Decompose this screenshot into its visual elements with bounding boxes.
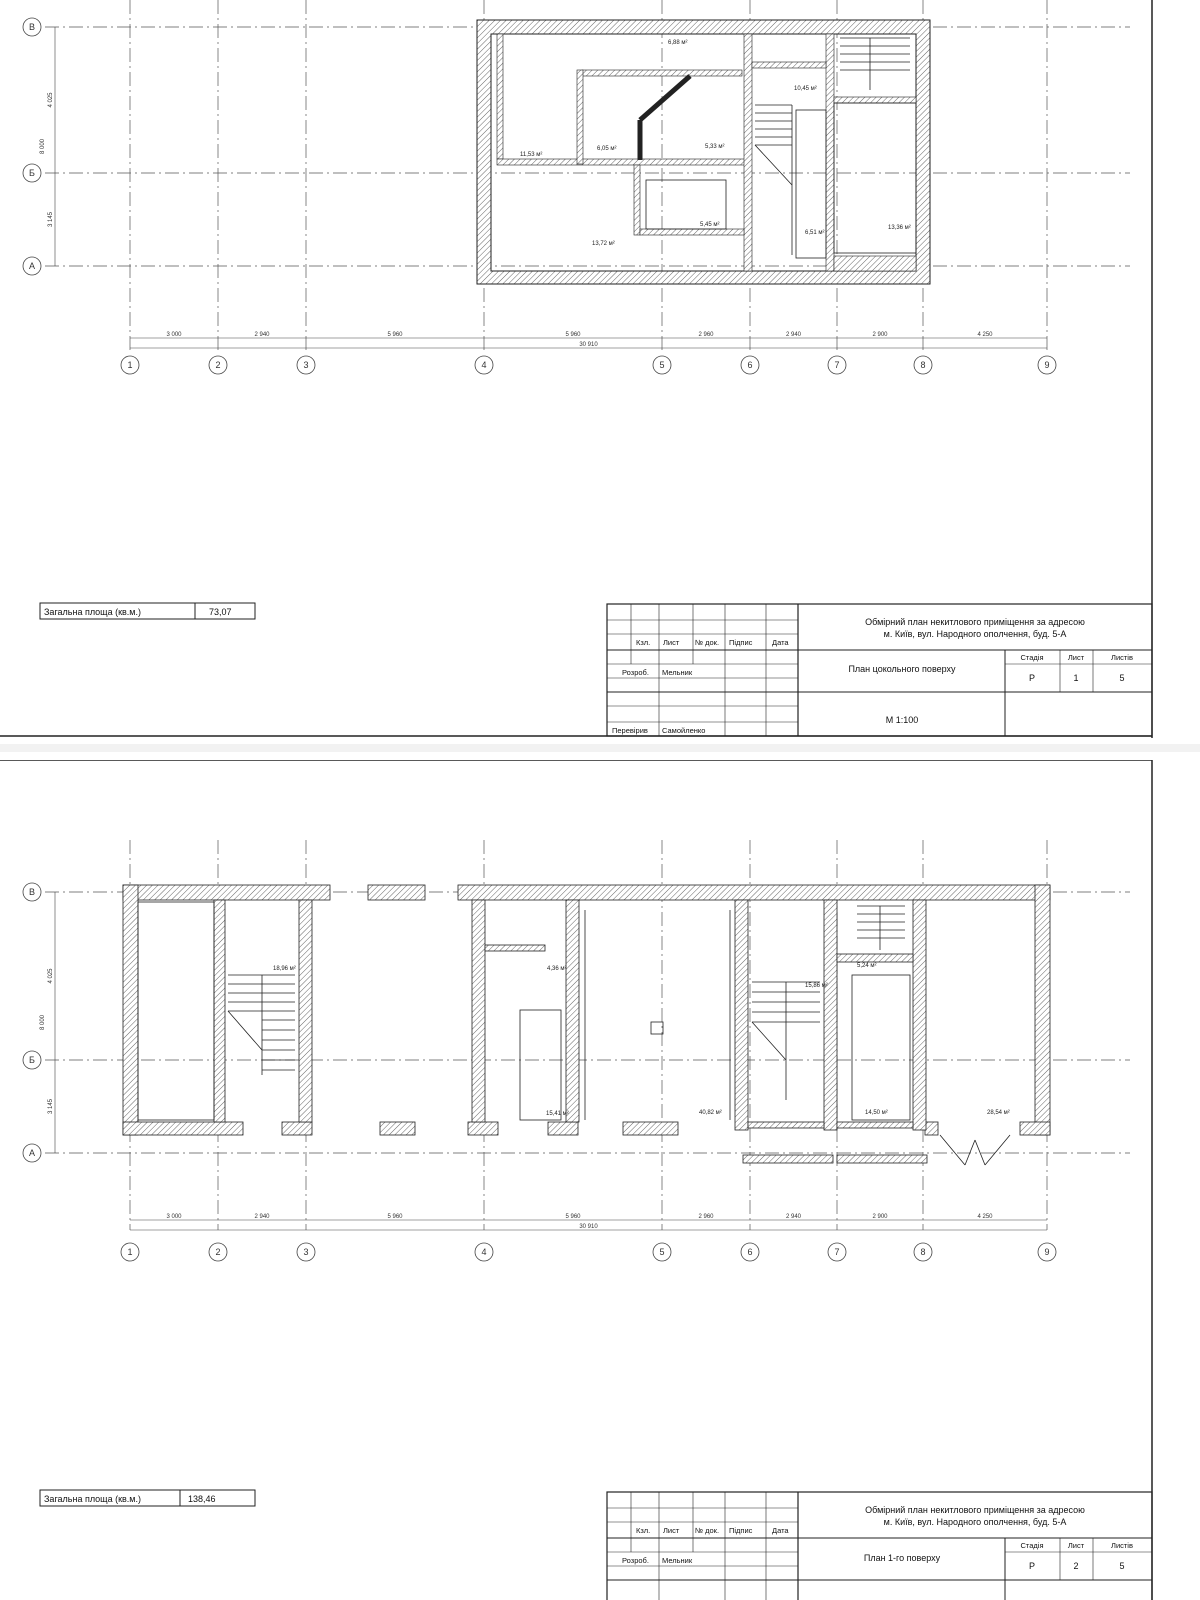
col-header: Кзл. [636, 638, 651, 647]
row-dim: 3 145 [48, 211, 54, 228]
axis-label-col: 9 [1044, 360, 1050, 370]
axis-label-row: А [28, 1148, 36, 1158]
axis-label-col: 4 [481, 1247, 487, 1257]
axis-label-col: 8 [920, 360, 926, 370]
axis-label-col: 2 [215, 360, 221, 370]
total-area-label: Загальна площа (кв.м.) [44, 1494, 141, 1504]
sheet-label: Лист [1067, 653, 1085, 662]
col-header: Лист [663, 1526, 680, 1535]
sheet-title: План 1-го поверху [863, 1553, 941, 1563]
project-line-1: Обмірний план некитлового приміщення за адресою [865, 1505, 1085, 1515]
axis-label-row: А [28, 261, 36, 271]
span-dim: 5 960 [565, 1214, 581, 1220]
sheets-count: 5 [1119, 673, 1125, 683]
title-block [607, 1492, 1152, 1600]
span-dim: 5 960 [387, 1214, 403, 1220]
axis-label-col: 3 [303, 360, 309, 370]
checked-label: Перевірив [612, 726, 648, 735]
span-dim: 3 000 [166, 332, 182, 338]
sheet-first-floor-plan [0, 760, 1200, 1600]
room-area: 6,88 м² [668, 40, 688, 46]
project-line-2: м. Київ, вул. Народного ополчення, буд. 5-А [883, 629, 1067, 639]
col-header: Дата [772, 638, 789, 647]
room-area: 5,45 м² [700, 222, 720, 228]
total-area-value: 138,46 [188, 1494, 216, 1504]
room-area: 40,82 м² [699, 1110, 722, 1116]
span-dim: 4 250 [977, 1214, 993, 1220]
room-area: 15,41 м² [546, 1111, 569, 1117]
col-header: № док. [695, 1526, 720, 1535]
developed-name: Мельник [662, 1556, 693, 1565]
axis-label-row: В [28, 22, 36, 32]
room-area: 5,24 м² [857, 963, 877, 969]
room-area: 11,53 м² [520, 152, 543, 158]
sheets-label: Листів [1111, 1541, 1133, 1550]
span-dim: 2 900 [872, 1214, 888, 1220]
axis-label-col: 5 [659, 360, 665, 370]
axis-grid [23, 0, 1130, 374]
axis-label-col: 3 [303, 1247, 309, 1257]
axis-label-col: 2 [215, 1247, 221, 1257]
span-dim: 2 960 [698, 332, 714, 338]
total-dim: 30 910 [579, 342, 598, 348]
stage-value: Р [1028, 673, 1036, 683]
page-separator [0, 744, 1200, 752]
span-dim: 2 940 [785, 332, 802, 338]
first-floor-room-areas [273, 963, 1010, 1117]
room-area: 13,72 м² [592, 241, 615, 247]
sheet-title: План цокольного поверху [848, 664, 956, 674]
axis-label-col: 7 [834, 360, 840, 370]
room-area: 4,36 м² [547, 966, 567, 972]
axis-label-col: 7 [834, 1247, 840, 1257]
first-floor-drawing [0, 760, 1200, 1600]
axis-label-col: 9 [1044, 1247, 1050, 1257]
room-area: 14,50 м² [865, 1110, 888, 1116]
span-dim: 5 960 [565, 332, 581, 338]
basement-walls [477, 20, 930, 284]
stage-label: Стадія [1020, 653, 1044, 662]
stage-value: Р [1028, 1561, 1036, 1571]
span-dim: 2 900 [872, 332, 888, 338]
room-area: 6,05 м² [597, 146, 617, 152]
col-header: Лист [663, 638, 680, 647]
scale: М 1:100 [885, 715, 919, 725]
row-dim: 4 025 [48, 968, 54, 984]
span-dim: 2 940 [254, 332, 270, 338]
room-area: 18,96 м² [273, 966, 296, 972]
developed-label: Розроб. [622, 668, 649, 677]
axis-label-row: В [28, 887, 36, 897]
total-area-value: 73,07 [209, 607, 232, 617]
axis-label-row: Б [29, 168, 35, 178]
checked-name: Самойленко [662, 726, 706, 735]
row-dim: 4 025 [48, 92, 54, 108]
sheet-number: 1 [1073, 673, 1079, 683]
row-dim: 3 145 [48, 1098, 54, 1115]
sheets-label: Листів [1111, 653, 1133, 662]
col-header: Дата [772, 1526, 789, 1535]
sheet-number: 2 [1073, 1561, 1079, 1571]
span-dim: 5 960 [387, 332, 403, 338]
axis-label-col: 4 [481, 360, 487, 370]
project-line-2: м. Київ, вул. Народного ополчення, буд. 5-А [883, 1517, 1067, 1527]
row-total-dim: 8 000 [40, 1014, 46, 1031]
col-header: Кзл. [636, 1526, 651, 1535]
span-dim: 4 250 [977, 332, 993, 338]
stage-label: Стадія [1020, 1541, 1044, 1550]
room-area: 10,45 м² [794, 86, 817, 92]
span-dim: 2 940 [785, 1214, 802, 1220]
col-header: Підпис [729, 638, 753, 647]
col-header: № док. [695, 638, 720, 647]
total-area-label: Загальна площа (кв.м.) [44, 607, 141, 617]
total-dim: 30 910 [579, 1224, 598, 1230]
sheet-label: Лист [1067, 1541, 1085, 1550]
title-block [607, 604, 1152, 736]
span-dim: 2 940 [254, 1214, 270, 1220]
axis-label-col: 6 [747, 1247, 753, 1257]
axis-label-row: Б [29, 1055, 35, 1065]
col-header: Підпис [729, 1526, 753, 1535]
axis-label-col: 5 [659, 1247, 665, 1257]
room-area: 15,86 м² [805, 983, 828, 989]
axis-label-col: 1 [127, 1247, 133, 1257]
span-dim: 3 000 [166, 1214, 182, 1220]
span-dim: 2 960 [698, 1214, 714, 1220]
room-area: 5,33 м² [705, 144, 725, 150]
total-area-box [40, 603, 255, 619]
developed-name: Мельник [662, 668, 693, 677]
basement-drawing [0, 0, 1200, 740]
total-area-box [40, 1490, 255, 1506]
axis-label-col: 8 [920, 1247, 926, 1257]
developed-label: Розроб. [622, 1556, 649, 1565]
axis-label-col: 1 [127, 360, 133, 370]
sheets-count: 5 [1119, 1561, 1125, 1571]
room-area: 13,36 м² [888, 225, 911, 231]
row-total-dim: 8 000 [40, 138, 46, 155]
room-area: 28,54 м² [987, 1110, 1010, 1116]
room-area: 6,51 м² [805, 230, 825, 236]
sheet-basement-plan [0, 0, 1200, 740]
project-line-1: Обмірний план некитлового приміщення за адресою [865, 617, 1085, 627]
axis-label-col: 6 [747, 360, 753, 370]
